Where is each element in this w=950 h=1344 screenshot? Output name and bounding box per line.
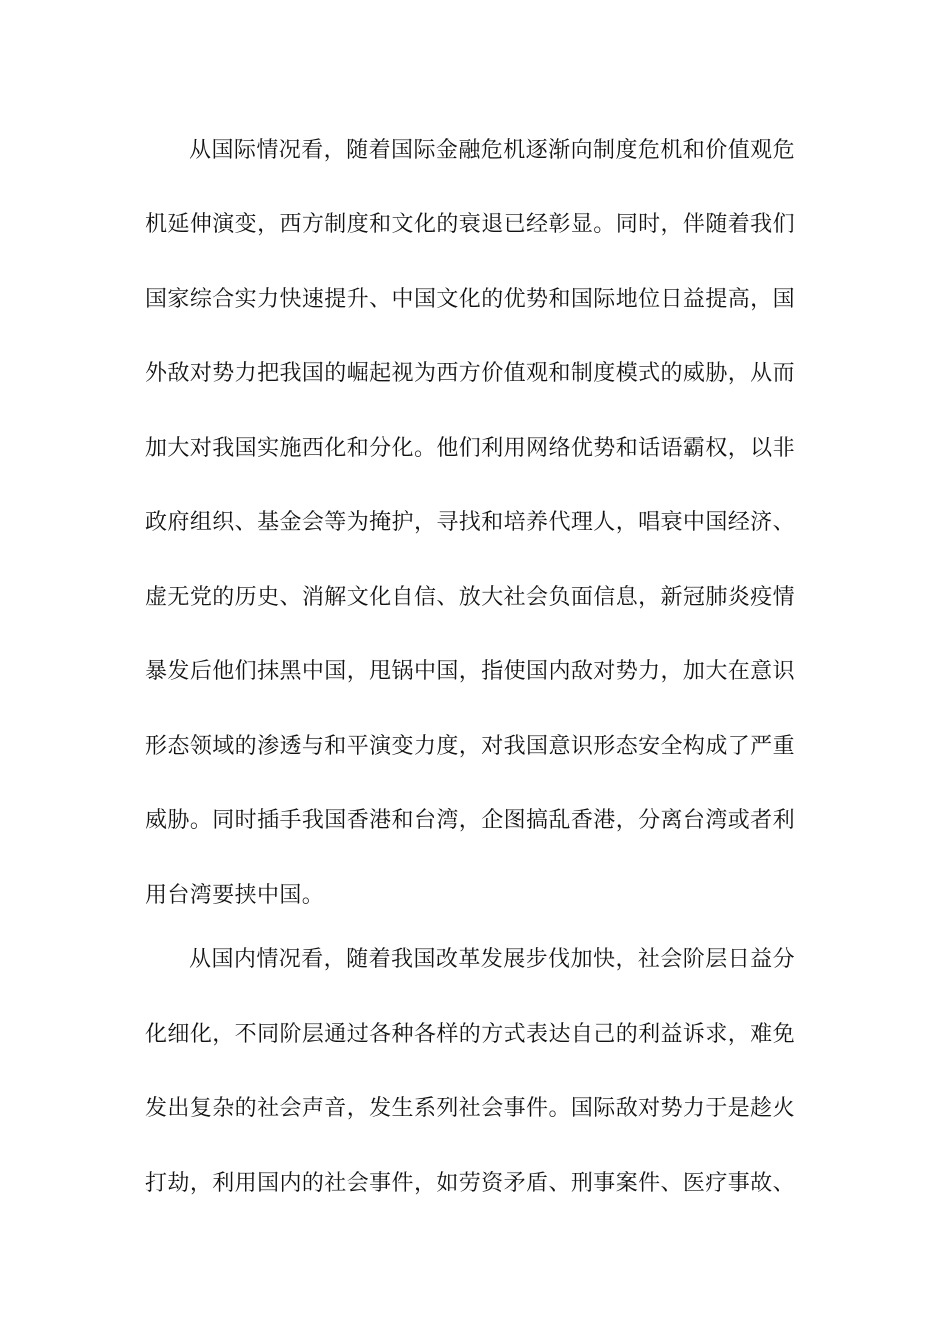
paragraph-2-line-2: 化细化，不同阶层通过各种各样的方式表达自己的利益诉求，难免 [145,1022,795,1047]
paragraph-1-line-5: 加大对我国实施西化和分化。他们利用网络优势和话语霸权，以非 [145,436,795,461]
paragraph-2-line-1: 从国内情况看，随着我国改革发展步伐加快，社会阶层日益分 [189,947,795,972]
paragraph-1-line-8: 暴发后他们抹黑中国，甩锅中国，指使国内敌对势力，加大在意识 [145,659,795,684]
paragraph-1-line-3: 国家综合实力快速提升、中国文化的优势和国际地位日益提高，国 [145,287,795,312]
paragraph-1-line-6: 政府组织、基金会等为掩护，寻找和培养代理人，唱衰中国经济、 [145,510,795,535]
paragraph-1-line-4: 外敌对势力把我国的崛起视为西方价值观和制度模式的威胁，从而 [145,361,795,386]
paragraph-1-line-11: 用台湾要挟中国。 [145,883,325,908]
paragraph-1-line-9: 形态领域的渗透与和平演变力度，对我国意识形态安全构成了严重 [145,734,795,759]
paragraph-1-line-2: 机延伸演变，西方制度和文化的衰退已经彰显。同时，伴随着我们 [145,212,795,237]
paragraph-1-line-10: 威胁。同时插手我国香港和台湾，企图搞乱香港，分离台湾或者利 [145,808,795,833]
paragraph-1-line-7: 虚无党的历史、消解文化自信、放大社会负面信息，新冠肺炎疫情 [145,585,795,610]
paragraph-2-line-3: 发出复杂的社会声音，发生系列社会事件。国际敌对势力于是趁火 [145,1096,795,1121]
paragraph-2-line-4: 打劫，利用国内的社会事件，如劳资矛盾、刑事案件、医疗事故、 [145,1171,795,1196]
paragraph-1-line-1: 从国际情况看，随着国际金融危机逐渐向制度危机和价值观危 [189,138,795,163]
